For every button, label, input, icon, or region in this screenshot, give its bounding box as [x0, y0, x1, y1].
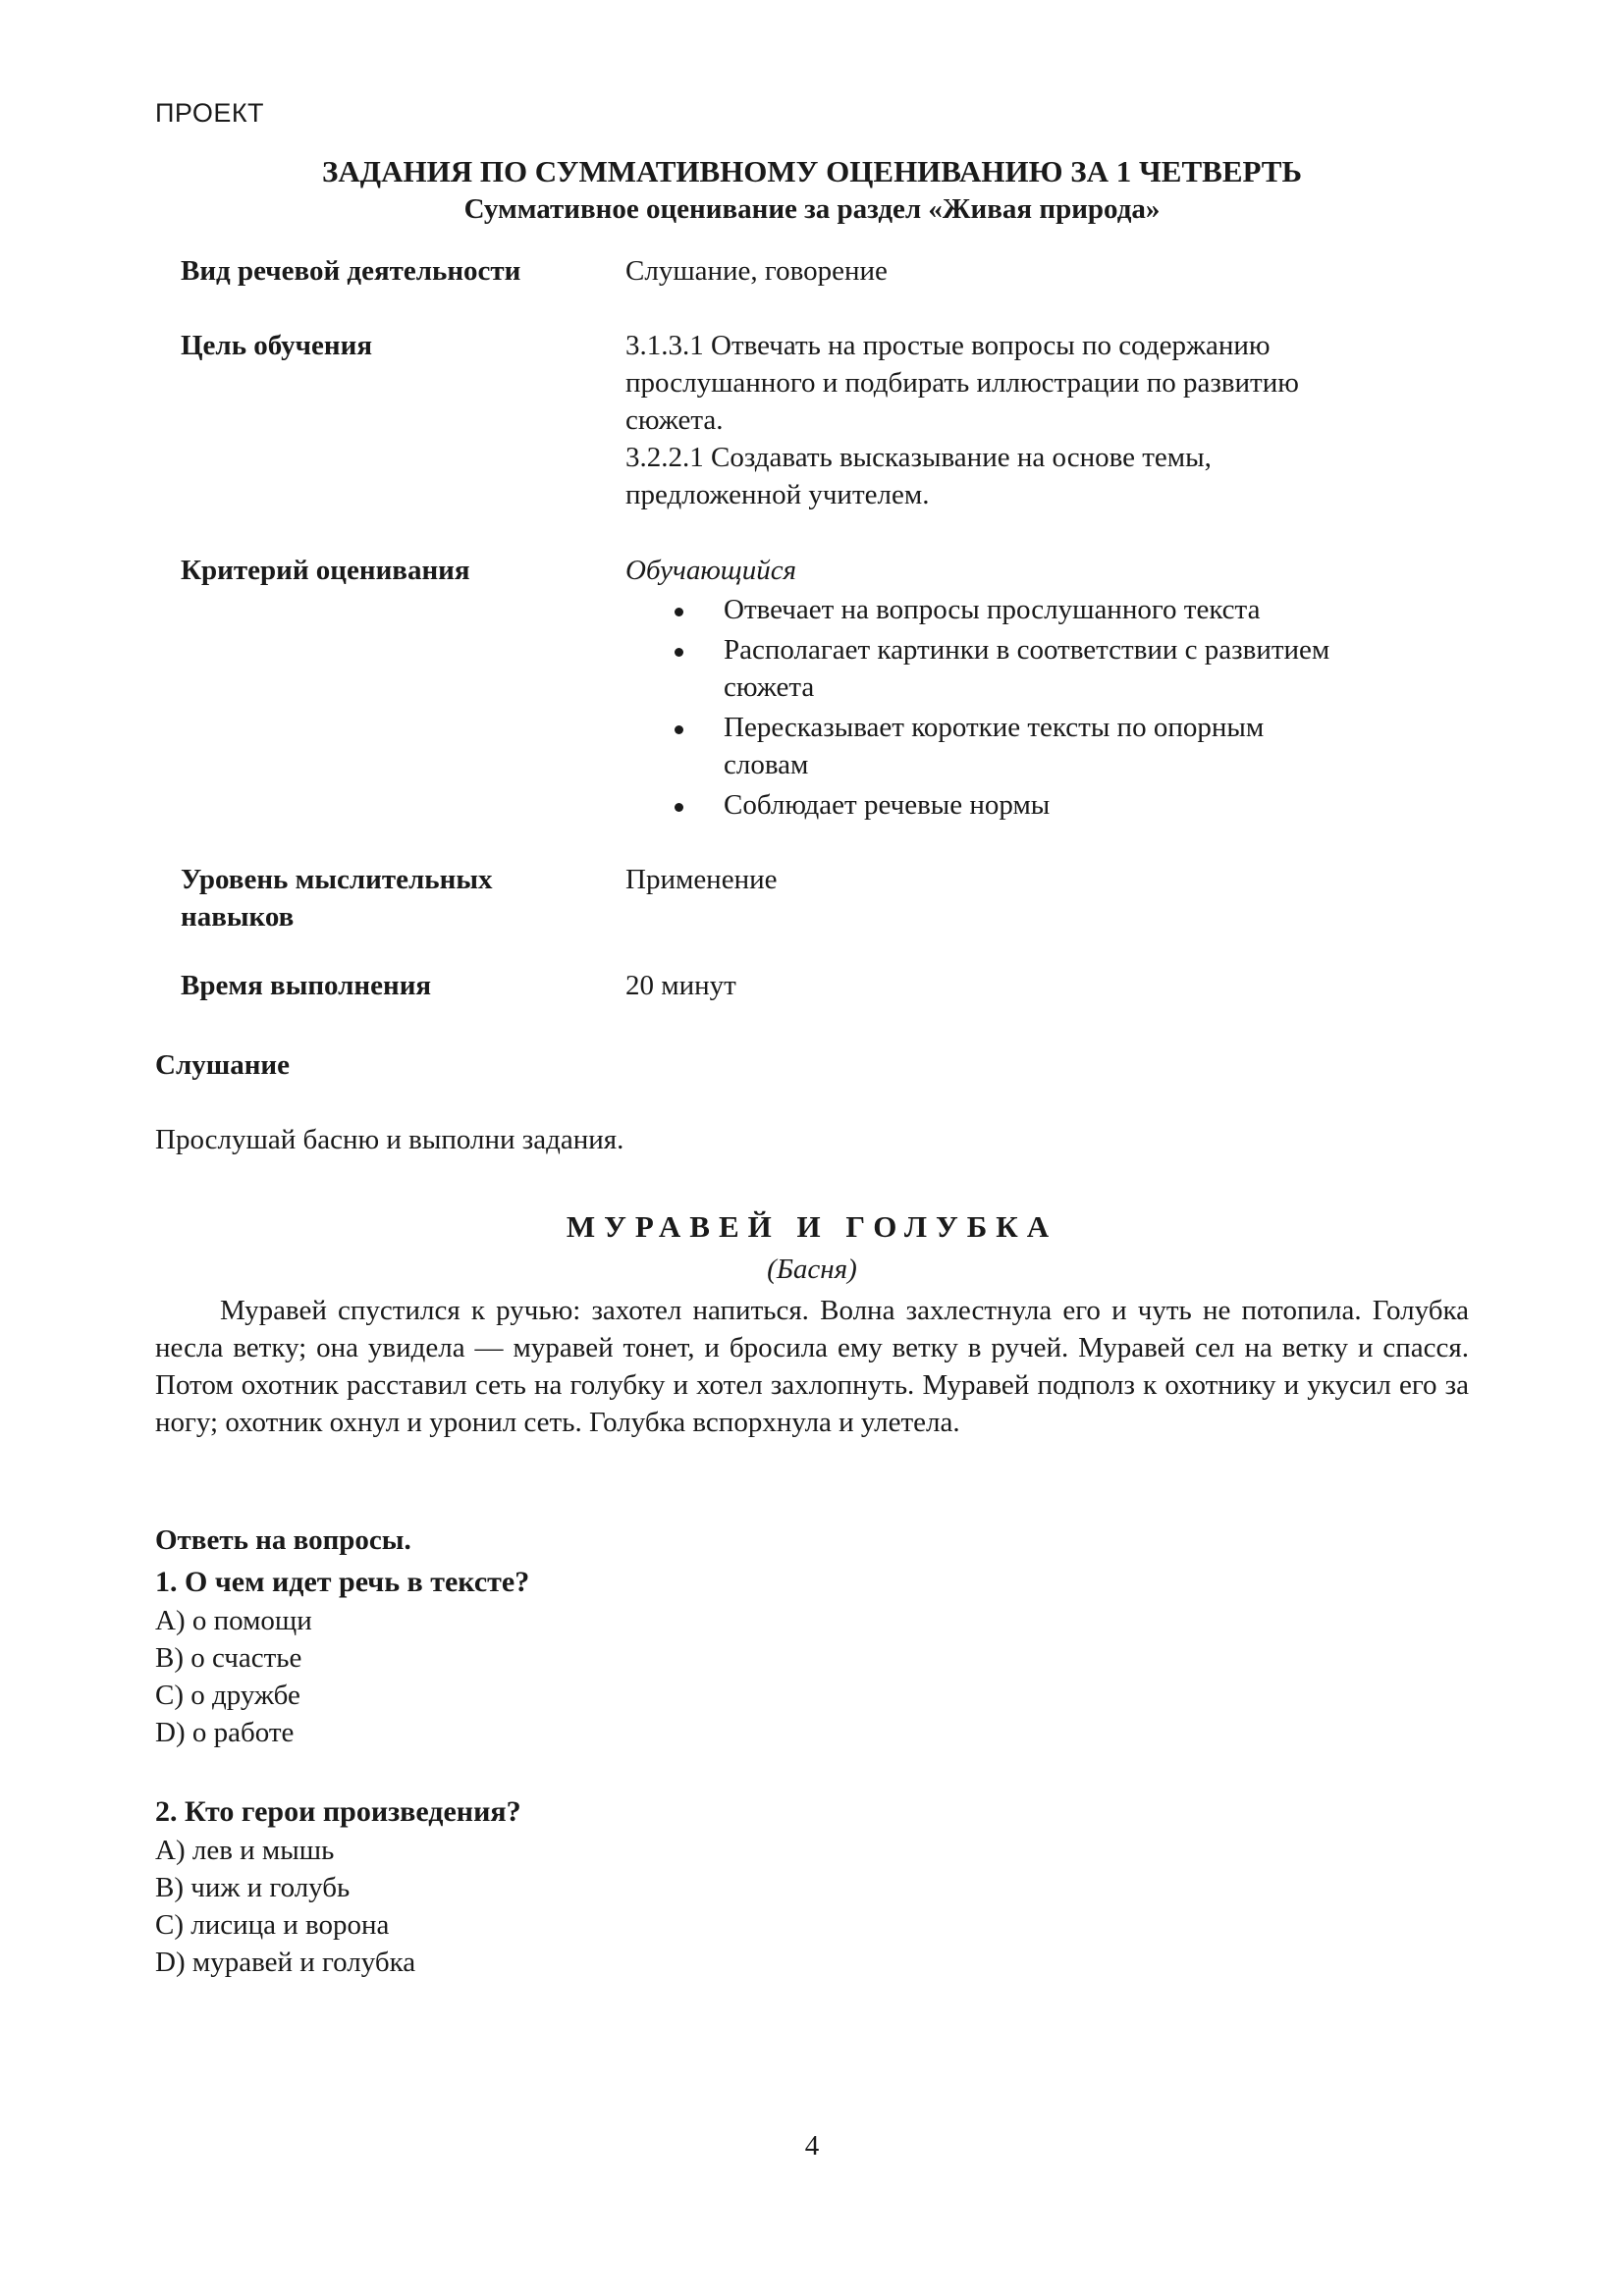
fable-text: Муравей спустился к ручью: захотел напиться. Волна захлестнула его и чуть не потопила. Голубка несла ветку; она увидела — муравей тонет, и бросила ему ветку в ручей. Муравей сел на ветку и спасся. Потом охотник расставил сеть на голубку и хотел захлопнуть. Муравей подполз к охотнику и укусил его за ногу; охотник охнул и уронил сеть. Голубка вспорхнула и улетела. [155, 1295, 1469, 1438]
question-block [155, 1563, 1333, 1751]
bullet-icon [675, 725, 683, 734]
skills-value: Применение [625, 864, 778, 895]
bullet-icon [675, 803, 683, 812]
info-row-criteria [181, 552, 1477, 861]
questions-section [155, 1522, 1333, 1981]
time-label: Время выполнения [181, 970, 432, 1001]
goal-line: сюжета. [625, 404, 724, 436]
answer-option: A) лев и мышь [155, 1835, 335, 1866]
spacer [155, 1751, 1333, 1789]
answer-option: D) муравей и голубка [155, 1947, 416, 1978]
criteria-item: Располагает картинки в соответствии с развитием сюжета [625, 631, 1477, 706]
activity-value: Слушание, говорение [625, 255, 888, 287]
goal-label: Цель обучения [181, 330, 373, 361]
questions-intro: Ответь на вопросы. [155, 1524, 411, 1556]
bullet-icon [675, 648, 683, 657]
goal-line: 3.2.2.1 Создавать высказывание на основе темы, [625, 442, 1212, 473]
skills-label: Уровень мыслительных навыков [181, 864, 493, 933]
criteria-item: Пересказывает короткие тексты по опорным словам [625, 709, 1477, 783]
info-row-goal [181, 327, 1477, 552]
criteria-item: Соблюдает речевые нормы [625, 786, 1477, 824]
listening-heading: Слушание [155, 1049, 290, 1081]
goal-line: 3.1.3.1 Отвечать на простые вопросы по содержанию [625, 330, 1271, 361]
page-subtitle: Суммативное оценивание за раздел «Живая природа» [463, 193, 1161, 225]
listening-instruction: Прослушай басню и выполни задания. [155, 1124, 624, 1155]
goal-line: предложенной учителем. [625, 479, 930, 510]
answer-option: B) о счастье [155, 1642, 302, 1674]
answer-option: D) о работе [155, 1717, 295, 1748]
answer-option: B) чиж и голубь [155, 1872, 351, 1903]
page-number: 4 [804, 2130, 820, 2162]
goal-value [625, 327, 1477, 552]
assessment-info-table [181, 252, 1477, 1006]
page-title: ЗАДАНИЯ ПО СУММАТИВНОМУ ОЦЕНИВАНИЮ ЗА 1 ЧЕТВЕРТЬ [322, 154, 1302, 188]
question-text: 1. О чем идет речь в тексте? [155, 1566, 530, 1598]
info-row-skills [181, 861, 1477, 967]
answer-option: A) о помощи [155, 1605, 312, 1636]
criteria-value [625, 552, 1477, 861]
question-text: 2. Кто герои произведения? [155, 1795, 521, 1828]
info-row-activity [181, 252, 1477, 327]
fable-title: МУРАВЕЙ И ГОЛУБКА [566, 1209, 1058, 1244]
bullet-icon [675, 608, 683, 616]
question-block [155, 1792, 1333, 1981]
criteria-list [625, 591, 1477, 824]
answer-option: C) лисица и ворона [155, 1909, 390, 1941]
answer-option: C) о дружбе [155, 1680, 300, 1711]
info-row-time [181, 967, 1477, 1006]
criteria-label: Критерий оценивания [181, 555, 470, 586]
criteria-intro: Обучающийся [625, 555, 797, 586]
time-value: 20 минут [625, 970, 736, 1001]
criteria-item: Отвечает на вопросы прослушанного текста [625, 591, 1477, 628]
goal-line: прослушанного и подбирать иллюстрации по развитию [625, 367, 1299, 399]
activity-label: Вид речевой деятельности [181, 255, 521, 287]
draft-label: ПРОЕКТ [155, 98, 265, 128]
fable-genre: (Басня) [767, 1254, 857, 1285]
